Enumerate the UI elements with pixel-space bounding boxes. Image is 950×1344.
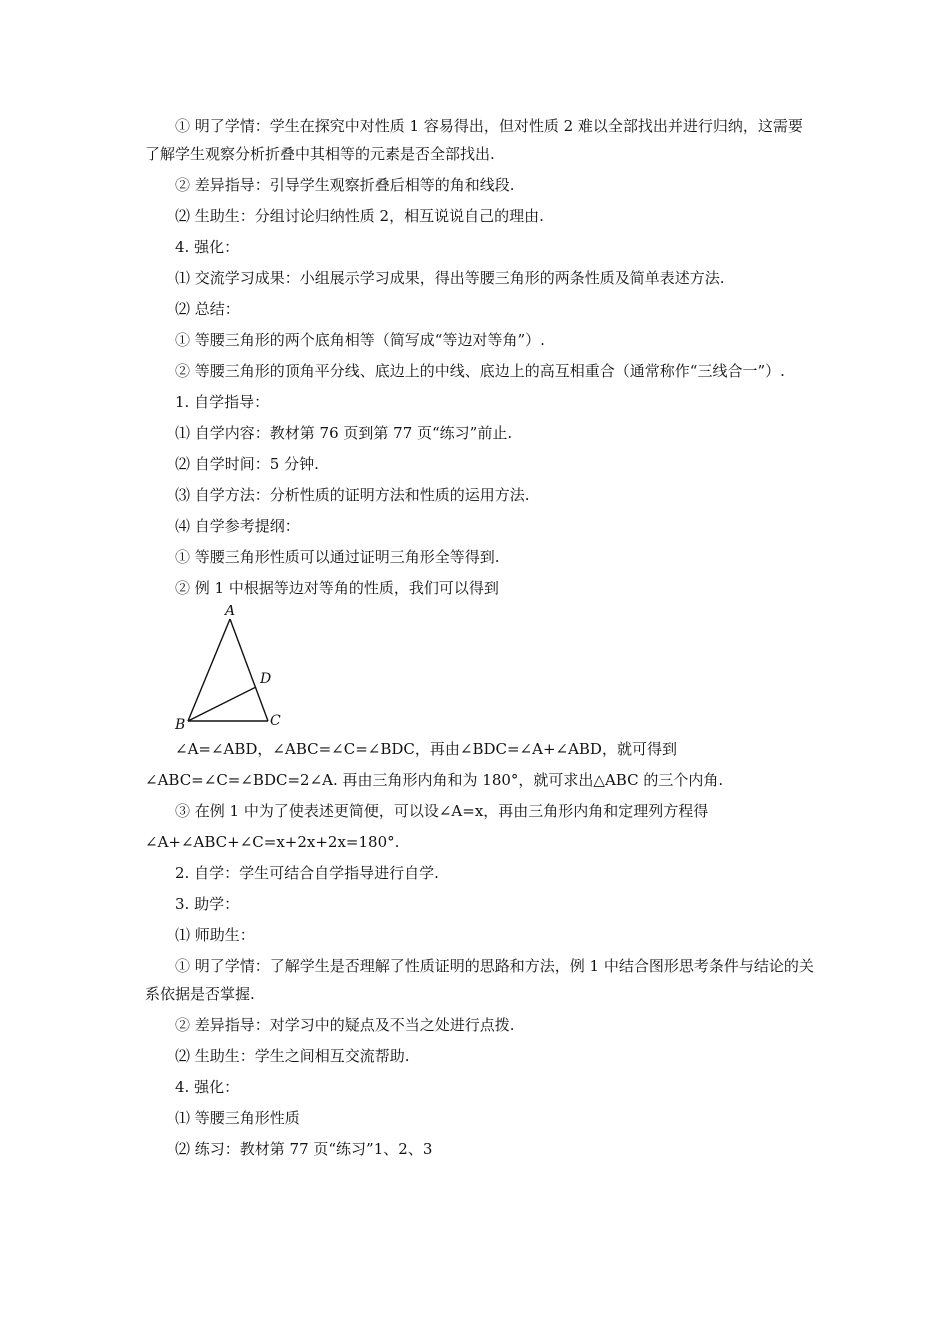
vertex-label-b: B (175, 717, 186, 733)
paragraph: ∠ABC=∠C=∠BDC=2∠A. 再由三角形内角和为 180°，就可求出△ABC 的三个内角. (145, 771, 724, 789)
section-heading: 1. 自学指导： (175, 393, 270, 411)
paragraph: ∠A+∠ABC+∠C=x+2x+2x=180°. (145, 833, 400, 851)
paragraph: ⑵ 自学时间：5 分钟. (175, 455, 319, 473)
paragraph: ∠A=∠ABD，∠ABC=∠C=∠BDC，再由∠BDC=∠A+∠ABD，就可得到 (175, 740, 677, 758)
paragraph: ⑶ 自学方法：分析性质的证明方法和性质的运用方法. (175, 486, 530, 504)
paragraph: ⑷ 自学参考提纲： (175, 517, 300, 535)
triangle-figure (170, 605, 350, 735)
paragraph: ⑴ 师助生： (175, 926, 255, 944)
paragraph: ⑵ 生助生：分组讨论归纳性质 2，相互说说自己的理由. (175, 207, 544, 225)
segment-bd (188, 687, 256, 721)
paragraph: ② 例 1 中根据等边对等角的性质，我们可以得到 (175, 579, 499, 597)
paragraph: ⑴ 自学内容：教材第 76 页到第 77 页“练习”前止. (175, 424, 513, 442)
point-label-d: D (260, 671, 272, 687)
paragraph: ③ 在例 1 中为了使表述更简便，可以设∠A=x，再由三角形内角和定理列方程得 (175, 802, 709, 820)
paragraph: ① 明了学情：学生在探究中对性质 1 容易得出，但对性质 2 难以全部找出并进行归纳，这需要了解学生观察分析折叠中其相等的元素是否全部找出. (145, 117, 803, 163)
section-heading: 4. 强化： (175, 238, 240, 256)
triangle-diagram (170, 605, 350, 735)
paragraph: ⑴ 等腰三角形性质 (175, 1109, 300, 1127)
paragraph: 2. 自学：学生可结合自学指导进行自学. (175, 864, 439, 882)
paragraph: ① 等腰三角形性质可以通过证明三角形全等得到. (175, 548, 500, 566)
paragraph: ⑴ 交流学习成果：小组展示学习成果，得出等腰三角形的两条性质及简单表述方法. (175, 269, 725, 287)
side-ac (230, 619, 268, 721)
paragraph: ② 差异指导：对学习中的疑点及不当之处进行点拨. (175, 1016, 515, 1034)
paragraph: 3. 助学： (175, 895, 240, 913)
paragraph-list (145, 735, 815, 1163)
paragraph: ① 等腰三角形的两个底角相等（简写成“等边对等角”）. (175, 331, 545, 349)
vertex-label-c: C (270, 713, 281, 729)
side-ab (188, 619, 230, 721)
paragraph: ① 明了学情：了解学生是否理解了性质证明的思路和方法，例 1 中结合图形思考条件与结论的关系依据是否掌握. (145, 957, 814, 1003)
paragraph: ⑵ 生助生：学生之间相互交流帮助. (175, 1047, 410, 1065)
paragraph: ② 等腰三角形的顶角平分线、底边上的中线、底边上的高互相重合（通常称作“三线合一”）. (175, 362, 785, 380)
paragraph: ⑵ 总结： (175, 300, 240, 318)
paragraph: 4. 强化： (175, 1078, 240, 1096)
paragraph: ⑵ 练习：教材第 77 页“练习”1、2、3 (175, 1140, 433, 1158)
paragraph: ② 差异指导：引导学生观察折叠后相等的角和线段. (175, 176, 515, 194)
document-body (145, 112, 815, 1166)
vertex-label-a: A (225, 605, 236, 619)
